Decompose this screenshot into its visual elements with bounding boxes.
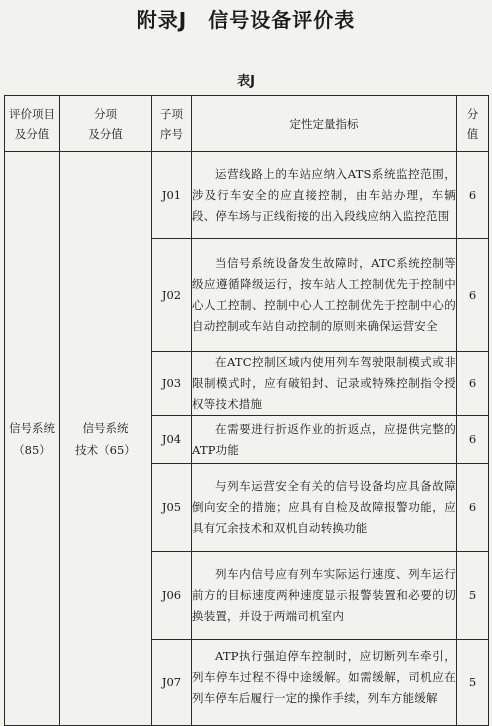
table-header-row [5,96,489,152]
row-no: J06 [152,552,192,640]
row-score: 5 [457,640,489,726]
row-score: 6 [457,352,489,416]
header-sub-line-2: 及分值 [88,126,123,141]
header-no-line-2: 序号 [160,126,183,141]
header-sub [60,96,152,152]
row-score: 5 [457,552,489,640]
row-no: J05 [152,464,192,552]
group-sub-line-2: 技术（65） [75,442,136,457]
row-criteria: 运营线路上的车站应纳入ATS系统监控范围，涉及行车安全的应直接控制，由车站办理，车辆段、停车场与正线衔接的出入段线应纳入监控范围 [192,152,457,239]
group-sub-cell [60,152,152,726]
row-no: J07 [152,640,192,726]
group-item-line-2: （85） [13,442,51,457]
row-criteria: 当信号系统设备发生故障时，ATC系统控制等级应遵循降级运行，按车站人工控制优先于控制中心人工控制、控制中心人工控制优先于控制中心的自动控制或车站自动控制的原则来确保运营安全 [192,239,457,352]
table-row [5,152,489,239]
page-title: 附录J 信号设备评价表 [136,8,356,32]
row-criteria: 在需要进行折返作业的折返点，应提供完整的ATP功能 [192,416,457,464]
header-item-line-2: 及分值 [14,126,50,141]
row-score: 6 [457,416,489,464]
header-no-line-1: 子项 [160,106,183,121]
row-criteria: 与列车运营安全有关的信号设备均应具备故障倒向安全的措施；应具有自检及故障报警功能，应具有冗余技术和双机自动转换功能 [192,464,457,552]
row-no: J03 [152,352,192,416]
group-item-cell [5,152,60,726]
row-score: 6 [457,239,489,352]
row-criteria: ATP执行强迫停车控制时，应切断列车牵引，列车停车过程不得中途缓解。如需缓解，司机应在列车停车后履行一定的操作手续，列车方能缓解 [192,640,457,726]
header-item [5,96,60,152]
table-caption: 表J [237,74,255,89]
row-no: J02 [152,239,192,352]
group-item-line-1: 信号系统 [9,420,55,435]
row-criteria: 列车内信号应有列车实际运行速度、列车运行前方的目标速度两种速度显示报警装置和必要的切换装置，并设于两端司机室内 [192,552,457,640]
header-item-line-1: 评价项目 [9,106,55,121]
group-sub-line-1: 信号系统 [82,420,129,435]
header-score-line-2: 值 [466,126,479,141]
row-no: J01 [152,152,192,239]
header-criteria: 定性定量指标 [192,96,457,152]
evaluation-table [4,95,489,726]
header-no [152,96,192,152]
row-score: 6 [457,464,489,552]
header-score [457,96,489,152]
row-no: J04 [152,416,192,464]
header-score-line-1: 分 [466,106,479,121]
row-score: 6 [457,152,489,239]
header-sub-line-1: 分项 [94,106,117,121]
row-criteria: 在ATC控制区域内使用列车驾驶限制模式或非限制模式时，应有破铅封、记录或特殊控制指令授权等技术措施 [192,352,457,416]
